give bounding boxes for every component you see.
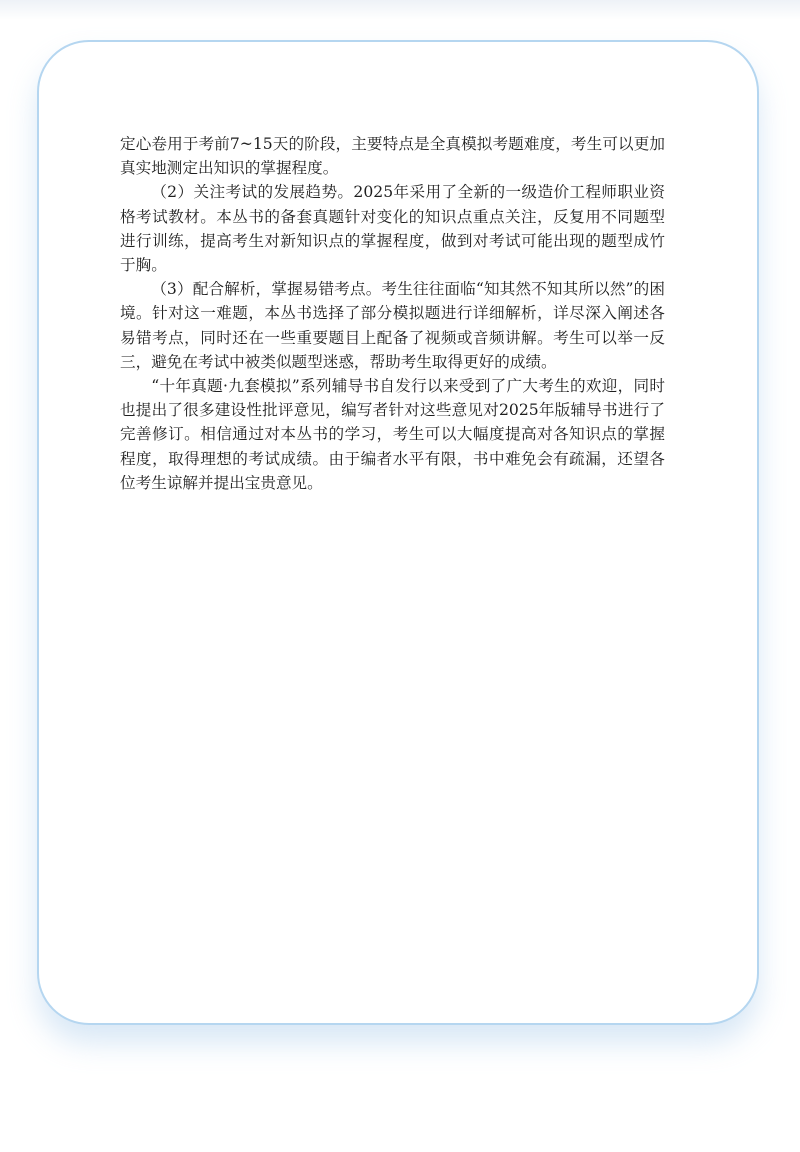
document-body xyxy=(120,132,665,495)
paragraph-continuation: 定心卷用于考前7~15天的阶段，主要特点是全真模拟考题难度，考生可以更加真实地测定出知识的掌握程度。 xyxy=(120,135,665,178)
paragraph-closing: “十年真题·九套模拟”系列辅导书自发行以来受到了广大考生的欢迎，同时也提出了很多建设性批评意见，编写者针对这些意见对2025年版辅导书进行了完善修订。相信通过对本丛书的学习，考生可以大幅度提高对各知识点的掌握程度，取得理想的考试成绩。由于编者水平有限，书中难免会有疏漏，还望各位考生谅解并提出宝贵意见。 xyxy=(120,377,665,492)
top-shade xyxy=(0,0,800,20)
paragraph-point-2: （2）关注考试的发展趋势。2025年采用了全新的一级造价工程师职业资格考试教材。本丛书的备套真题针对变化的知识点重点关注，反复用不同题型进行训练，提高考生对新知识点的掌握程度，做到对考试可能出现的题型成竹于胸。 xyxy=(120,183,665,275)
paragraph-point-3: （3）配合解析，掌握易错考点。考生往往面临“知其然不知其所以然”的困境。针对这一难题，本丛书选择了部分模拟题进行详细解析，详尽深入阐述各易错考点，同时还在一些重要题目上配备了视频或音频讲解。考生可以举一反三，避免在考试中被类似题型迷惑，帮助考生取得更好的成绩。 xyxy=(120,280,665,371)
